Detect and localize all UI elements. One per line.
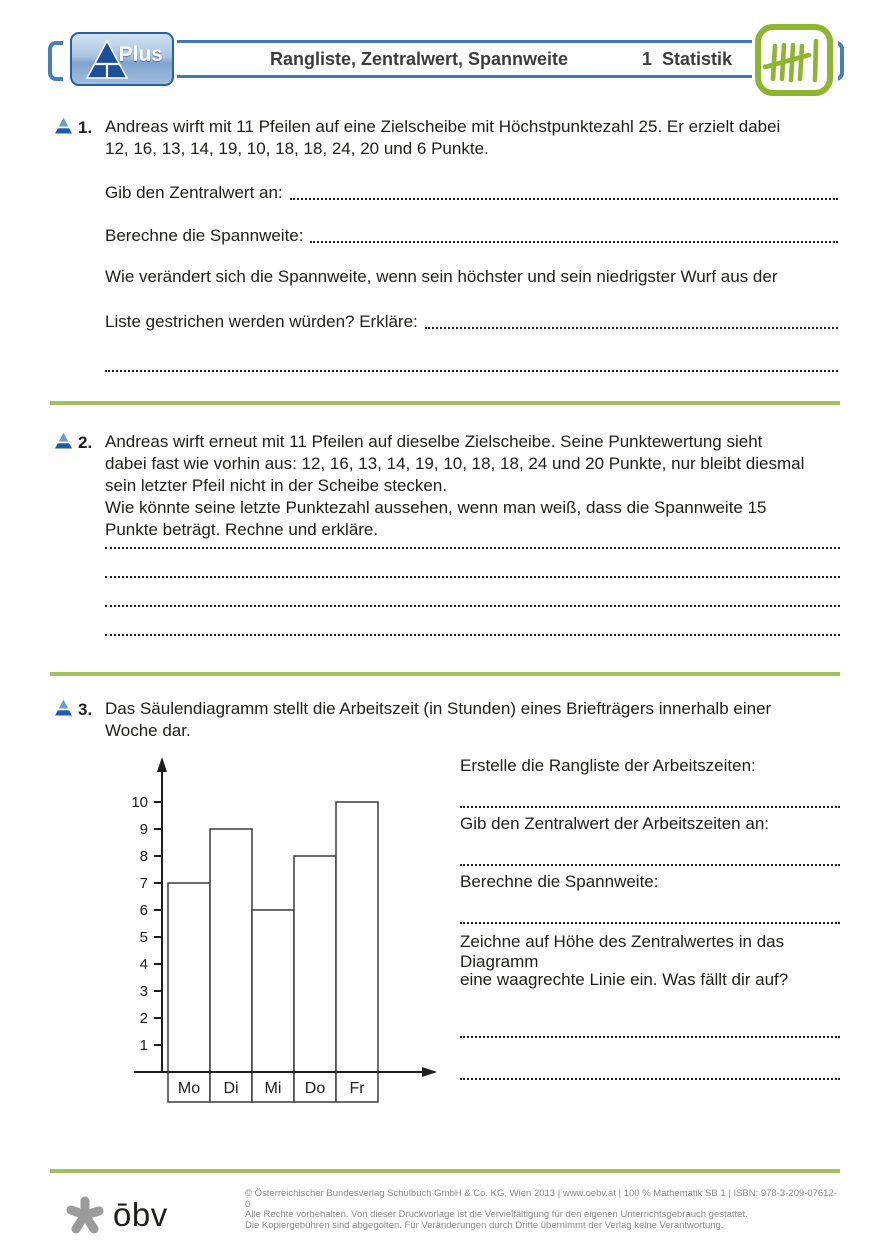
task-3-text (105, 698, 840, 742)
prompt-rangliste: Erstelle die Rangliste der Arbeitszeiten: (460, 756, 756, 775)
task-2-marker (55, 433, 92, 453)
section-divider (50, 672, 840, 676)
task-2-text-line: Wie könnte seine letzte Punktezahl aussehen, wenn man weiß, dass die Spannweite 15 (105, 498, 767, 517)
svg-text:2: 2 (139, 1010, 148, 1027)
answer-line (460, 1038, 840, 1080)
answer-line (105, 607, 840, 636)
answer-line (425, 327, 838, 329)
answer-line (460, 778, 840, 808)
task-3-marker (55, 700, 92, 720)
prompt-zentralwert-arbeitszeiten: Gib den Zentralwert der Arbeitszeiten an: (460, 814, 769, 833)
answer-row-erklaere (105, 310, 840, 332)
task-2-text-line: sein letzter Pfeil nicht in der Scheibe stecken. (105, 476, 448, 495)
svg-text:5: 5 (139, 929, 148, 946)
footer-divider (50, 1169, 840, 1173)
task-3-text-line: Woche dar. (105, 721, 191, 740)
answer-line (105, 541, 840, 549)
svg-text:8: 8 (139, 848, 148, 865)
plus-series-logo (70, 32, 174, 86)
task-1 (50, 116, 840, 375)
task-3-questions (442, 754, 840, 1115)
svg-text:Fr: Fr (349, 1080, 365, 1097)
task-marker-triangle-icon (55, 700, 72, 716)
task-marker-triangle-icon (55, 433, 72, 449)
task-2-text (105, 431, 840, 541)
answer-line (460, 992, 840, 1038)
oebv-logo-text: ōbv (113, 1196, 168, 1233)
imprint-text (245, 1187, 840, 1231)
page-title: Rangliste, Zentralwert, Spannweite (270, 48, 569, 69)
svg-text:Di: Di (223, 1080, 239, 1097)
svg-text:6: 6 (139, 902, 148, 919)
answer-line (105, 549, 840, 578)
svg-text:9: 9 (139, 821, 148, 838)
imprint-line: Die Kopiergebühren sind abgegolten. Für Veränderungen durch Dritte übernimmt der Verlag keine Verantwortung. (245, 1219, 724, 1231)
svg-text:3: 3 (139, 983, 148, 1000)
header-band (174, 40, 818, 78)
task-3 (50, 698, 840, 1115)
svg-text:Do: Do (304, 1080, 326, 1097)
page-header (50, 0, 840, 108)
answer-line (105, 578, 840, 607)
oebv-publisher-logo (50, 1193, 245, 1237)
answer-line (460, 836, 840, 866)
task-2-number: 2. (78, 433, 93, 452)
tally-marks-icon (752, 22, 838, 103)
task-3-number: 3. (78, 700, 93, 719)
task-marker-triangle-icon (55, 118, 72, 134)
answer-row-zentralwert (105, 181, 840, 203)
task-1-text (105, 116, 840, 160)
page-footer (50, 1187, 840, 1237)
svg-text:Mi: Mi (264, 1080, 282, 1097)
prompt-spannweite-berechnen: Berechne die Spannweite: (460, 872, 659, 891)
task-2-text-line: dabei fast wie vorhin aus: 12, 16, 13, 14, 19, 10, 18, 18, 24 und 20 Punkte, nur bleibt diesmal (105, 454, 805, 473)
task-2 (50, 431, 840, 636)
answer-line (105, 370, 838, 372)
prompt-zentralwert: Gib den Zentralwert an: (105, 183, 283, 202)
oebv-star-icon (64, 1193, 106, 1237)
svg-text:10: 10 (131, 794, 148, 811)
prompt-spannweite: Berechne die Spannweite: (105, 226, 304, 245)
header-bracket-left-decoration (48, 41, 63, 81)
svg-text:7: 7 (139, 875, 148, 892)
task-1-marker (55, 118, 92, 138)
plus-logo-label: Plus (118, 43, 163, 66)
section-divider (50, 401, 840, 405)
answer-row-spannweite (105, 224, 840, 246)
task-1-question-line: Wie verändert sich die Spannweite, wenn sein höchster und sein niedrigster Wurf aus der (105, 267, 778, 286)
task-3-text-line: Das Säulendiagramm stellt die Arbeitszeit (in Stunden) eines Briefträgers innerhalb einer (105, 699, 772, 718)
prompt-erklaere: Liste gestrichen werden würden? Erkläre: (105, 312, 418, 331)
chapter-label: 1 Statistik (641, 48, 732, 69)
answer-line (460, 894, 840, 924)
bar-chart-arbeitszeit (130, 754, 442, 1115)
answer-line (290, 198, 838, 200)
task-2-text-line: Andreas wirft erneut mit 11 Pfeilen auf dieselbe Zielscheibe. Seine Punktewertung sieht (105, 432, 763, 451)
svg-text:1: 1 (139, 1037, 148, 1054)
svg-text:Mo: Mo (177, 1080, 201, 1097)
imprint-line: © Österreichischer Bundesverlag Schulbuch GmbH & Co. KG, Wien 2013 | www.oebv.at | 100 % Mathematik SB 1 | ISBN: 978-3-209-07612-0 (245, 1188, 837, 1210)
answer-row-extra (105, 353, 840, 375)
task-1-text-line: Andreas wirft mit 11 Pfeilen auf eine Zielscheibe mit Höchstpunktezahl 25. Er erzielt dabei (105, 117, 781, 136)
prompt-waagrechte-linie-2: eine waagrechte Linie ein. Was fällt dir auf? (460, 970, 789, 989)
task-1-number: 1. (78, 118, 93, 137)
task-2-text-line: Punkte beträgt. Rechne und erkläre. (105, 520, 379, 539)
prompt-waagrechte-linie-1: Zeichne auf Höhe des Zentralwertes in das Diagramm (460, 932, 785, 971)
imprint-line: Alle Rechte vorbehalten. Von dieser Druckvorlage ist die Vervielfältigung für den eigenen Unterrichtsgebrauch gestattet. (245, 1209, 748, 1220)
task-2-answer-area (105, 541, 840, 636)
answer-line (310, 241, 838, 243)
task-1-text-line: 12, 16, 13, 14, 19, 10, 18, 18, 24, 20 und 6 Punkte. (105, 139, 489, 158)
svg-text:4: 4 (139, 956, 148, 973)
